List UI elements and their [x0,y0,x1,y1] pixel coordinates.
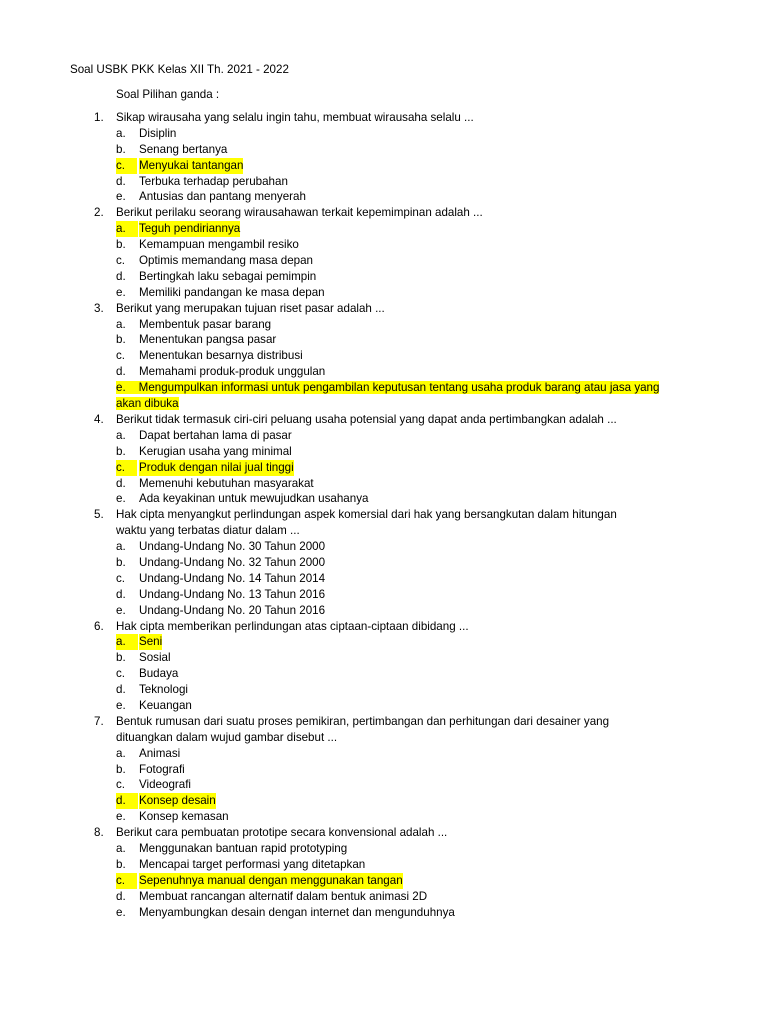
option-highlight [116,381,659,410]
option-text: Disiplin [139,126,177,140]
question-item [0,412,768,507]
answer-option [0,364,768,380]
option-letter: c. [116,571,126,585]
option-letter: b. [116,555,126,569]
answer-option [0,603,768,619]
answer-option [0,762,768,778]
option-letter: e. [116,381,126,395]
highlight-block [116,380,682,412]
question-line [0,412,768,428]
answer-option [0,650,768,666]
option-text: Mengumpulkan informasi untuk pengambilan keputusan tentang usaha produk barang atau jasa yang akan dibuka [116,381,660,411]
question-item [0,619,768,714]
option-letter: e. [116,285,126,299]
option-text: Keuangan [139,698,192,712]
question-item [0,507,768,618]
answer-option-highlighted [0,873,768,889]
option-text: Memahami produk-produk unggulan [139,365,326,379]
option-letter: c. [116,460,137,476]
question-item [0,301,768,412]
option-letter: e. [116,905,126,919]
question-line [0,205,768,221]
question-text: Berikut perilaku seorang wirausahawan terkait kepemimpinan adalah ... [116,206,483,220]
option-text: Dapat bertahan lama di pasar [139,428,292,442]
question-text: Sikap wirausaha yang selalu ingin tahu, membuat wirausaha selalu ... [116,111,474,124]
answer-option-highlighted [0,158,768,174]
option-text: Videografi [139,778,191,792]
question-text: Berikut tidak termasuk ciri-ciri peluang usaha potensial yang dapat anda pertimbangkan adalah ... [116,412,617,426]
option-letter: e. [116,698,126,712]
option-text: Teknologi [139,683,188,697]
answer-option [0,285,768,301]
answer-option-highlighted [0,793,768,809]
option-text: Memiliki pandangan ke masa depan [139,285,325,299]
option-text: Ada keyakinan untuk mewujudkan usahanya [139,492,369,506]
option-text: Mencapai target performasi yang ditetapkan [139,857,366,871]
answer-option [0,174,768,190]
question-line [0,301,768,317]
option-letter: a. [116,540,126,554]
option-letter: a. [116,428,126,442]
question-line [0,825,768,841]
option-letter: c. [116,349,126,363]
option-letter: d. [116,793,138,809]
option-letter: e. [116,492,126,506]
question-line [0,110,768,126]
question-line [0,619,768,635]
option-letter: b. [116,762,126,776]
question-number: 4. [94,412,104,426]
option-letter: a. [116,634,138,650]
option-letter: b. [116,142,126,156]
question-line [0,714,768,730]
answer-option [0,189,768,205]
option-letter: d. [116,476,126,490]
answer-option [0,253,768,269]
question-item [0,714,768,825]
option-text: Undang-Undang No. 13 Tahun 2016 [139,587,326,601]
question-line [0,507,768,523]
option-text: Konsep kemasan [139,810,229,824]
option-text: Terbuka terhadap perubahan [139,174,288,188]
answer-option-highlighted [0,634,768,650]
option-letter: a. [116,221,138,237]
question-number: 6. [94,619,104,633]
option-text: Kemampuan mengambil resiko [139,238,299,252]
option-text: Seni [139,635,163,649]
question-text: Bentuk rumusan dari suatu proses pemikiran, pertimbangan dan perhitungan dari desainer yang [116,714,610,728]
answer-option [0,237,768,253]
question-text: Hak cipta memberikan perlindungan atas ciptaan-ciptaan dibidang ... [116,619,469,633]
option-letter: c. [116,873,137,889]
question-number: 5. [94,508,104,522]
option-letter: d. [116,174,126,188]
question-number: 7. [94,714,104,728]
question-text: Hak cipta menyangkut perlindungan aspek komersial dari hak yang bersangkutan dalam hitungan [116,508,617,522]
option-text: Kerugian usaha yang minimal [139,444,292,458]
option-text: Membentuk pasar barang [139,317,272,331]
question-item [0,110,768,205]
answer-option [0,444,768,460]
answer-option [0,841,768,857]
option-text: Undang-Undang No. 32 Tahun 2000 [139,555,326,569]
option-letter: b. [116,238,126,252]
answer-option [0,332,768,348]
question-item [0,205,768,300]
answer-option [0,587,768,603]
option-text: Menyukai tantangan [139,158,244,172]
option-letter: a. [116,126,126,140]
answer-option [0,809,768,825]
option-text: Bertingkah laku sebagai pemimpin [139,269,317,283]
answer-option [0,666,768,682]
answer-option-highlighted [0,221,768,237]
answer-option [0,905,768,921]
option-letter: d. [116,683,126,697]
answer-option [0,142,768,158]
answer-option [0,317,768,333]
document-title: Soal USBK PKK Kelas XII Th. 2021 - 2022 [70,63,289,76]
option-letter: e. [116,810,126,824]
option-text: Teguh pendiriannya [139,222,241,236]
question-text: Berikut yang merupakan tujuan riset pasar adalah ... [116,301,385,315]
question-number: 3. [94,301,104,315]
option-letter: d. [116,365,126,379]
question-number: 8. [94,826,104,840]
option-text: Sepenuhnya manual dengan menggunakan tangan [139,873,403,887]
answer-option [0,555,768,571]
section-heading: Soal Pilihan ganda : [116,88,220,101]
option-text: Fotografi [139,762,185,776]
option-text: Memenuhi kebutuhan masyarakat [139,476,314,490]
question-text: dituangkan dalam wujud gambar disebut ... [116,730,338,744]
option-text: Sosial [139,651,171,665]
option-text: Membuat rancangan alternatif dalam bentuk animasi 2D [139,889,428,903]
option-text: Menentukan besarnya distribusi [139,349,303,363]
answer-option [0,491,768,507]
answer-option [0,682,768,698]
option-text: Undang-Undang No. 30 Tahun 2000 [139,540,326,554]
question-list [0,110,768,920]
option-letter: c. [116,158,137,174]
answer-option [0,348,768,364]
option-text: Menggunakan bantuan rapid prototyping [139,841,348,855]
option-letter: d. [116,587,126,601]
option-text: Budaya [139,667,179,681]
option-letter: c. [116,778,126,792]
option-text: Menyambungkan desain dengan internet dan mengunduhnya [139,905,455,919]
answer-option [0,126,768,142]
option-text: Animasi [139,746,181,760]
option-text: Antusias dan pantang menyerah [139,190,306,204]
answer-option [0,746,768,762]
answer-option [0,571,768,587]
question-line [0,730,768,746]
option-text: Undang-Undang No. 20 Tahun 2016 [139,603,326,617]
option-letter: a. [116,746,126,760]
option-letter: b. [116,444,126,458]
answer-option-highlighted [0,380,768,412]
question-number: 1. [94,111,104,124]
answer-option [0,269,768,285]
answer-option [0,857,768,873]
option-letter: a. [116,317,126,331]
option-text: Menentukan pangsa pasar [139,333,277,347]
question-item [0,825,768,920]
answer-option [0,476,768,492]
option-text: Konsep desain [139,794,216,808]
option-text: Senang bertanya [139,142,228,156]
question-number: 2. [94,206,104,220]
answer-option [0,777,768,793]
option-text: Produk dengan nilai jual tinggi [139,460,294,474]
option-letter: e. [116,603,126,617]
question-text: Berikut cara pembuatan prototipe secara konvensional adalah ... [116,826,448,840]
question-line [0,523,768,539]
option-letter: c. [116,254,126,268]
answer-option [0,698,768,714]
option-text: Optimis memandang masa depan [139,254,313,268]
answer-option-highlighted [0,460,768,476]
option-letter: a. [116,841,126,855]
option-text: Undang-Undang No. 14 Tahun 2014 [139,571,326,585]
option-letter: d. [116,889,126,903]
option-letter: b. [116,651,126,665]
answer-option [0,889,768,905]
answer-option [0,539,768,555]
option-letter: e. [116,190,126,204]
option-letter: b. [116,857,126,871]
option-letter: c. [116,667,126,681]
option-letter: b. [116,333,126,347]
answer-option [0,428,768,444]
question-text: waktu yang terbatas diatur dalam ... [116,524,300,538]
option-letter: d. [116,269,126,283]
